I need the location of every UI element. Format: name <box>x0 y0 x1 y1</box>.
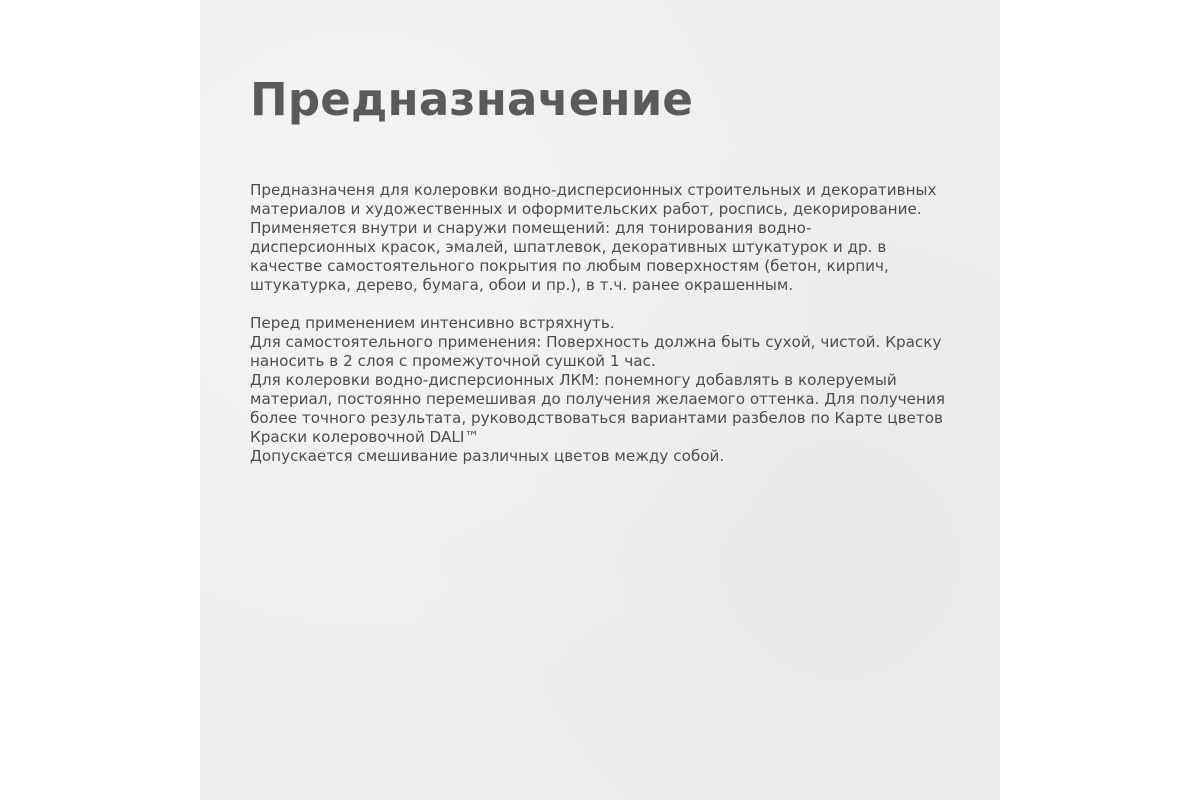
text-line: Предназначеня для колеровки водно-дисперсионных строительных и декоративных <box>250 181 937 199</box>
page-title: Предназначение <box>250 73 694 126</box>
text-line: Перед применением интенсивно встряхнуть. <box>250 314 615 332</box>
text-line: наносить в 2 слоя с промежуточной сушкой 1 час. <box>250 352 656 370</box>
text-line: дисперсионных красок, эмалей, шпатлевок, декоративных штукатурок и др. в <box>250 238 887 256</box>
text-line: Допускается смешивание различных цветов между собой. <box>250 447 725 465</box>
text-line: Для колеровки водно-дисперсионных ЛКМ: понемногу добавлять в колеруемый <box>250 371 897 389</box>
text-line: Для самостоятельного применения: Поверхность должна быть сухой, чистой. Краску <box>250 333 942 351</box>
text-line: Применяется внутри и снаружи помещений: для тонирования водно- <box>250 219 812 237</box>
text-line: качестве самостоятельного покрытия по любым поверхностям (бетон, кирпич, <box>250 257 889 275</box>
text-line: более точного результата, руководствоваться вариантами разбелов по Карте цветов <box>250 409 943 427</box>
description-text <box>250 181 985 466</box>
text-line: штукатурка, дерево, бумага, обои и пр.), в т.ч. ранее окрашенным. <box>250 276 794 294</box>
paragraph-gap <box>250 295 985 314</box>
text-line: материалов и художественных и оформительских работ, роспись, декорирование. <box>250 200 922 218</box>
content-panel <box>200 0 1000 800</box>
text-line: материал, постоянно перемешивая до получения желаемого оттенка. Для получения <box>250 390 945 408</box>
text-line: Краски колеровочной DALI™ <box>250 428 480 446</box>
